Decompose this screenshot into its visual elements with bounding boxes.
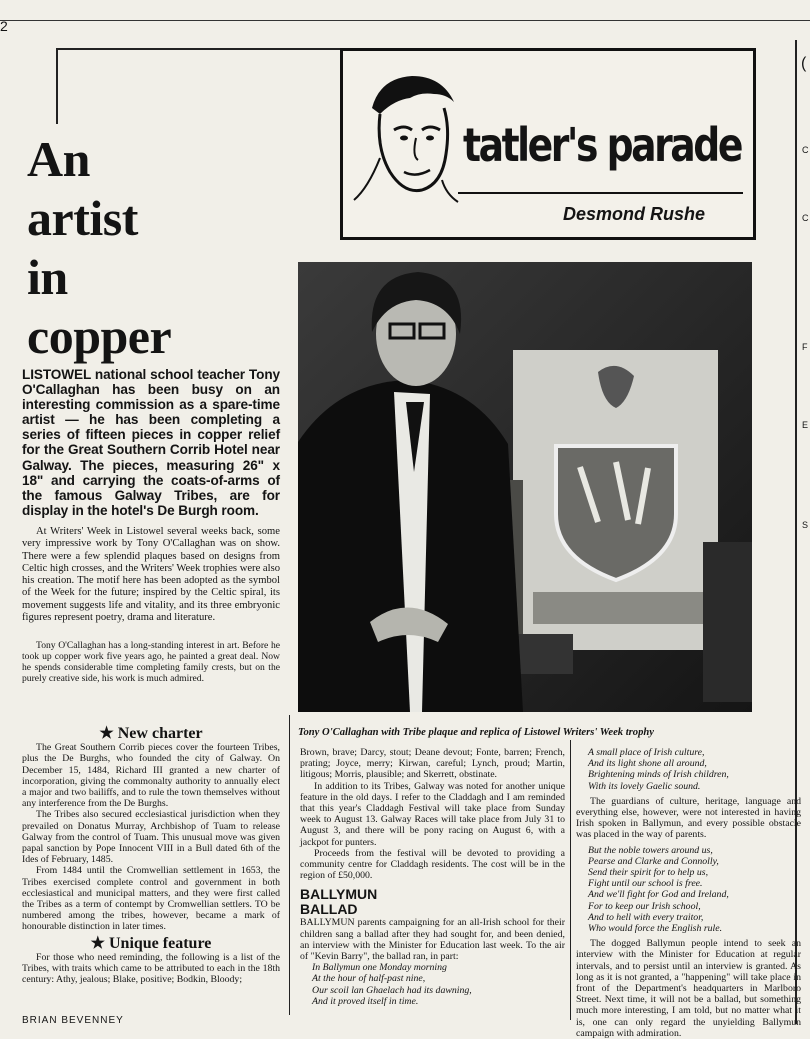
ballad-verse: [576, 747, 801, 792]
ballad-verse: [300, 962, 565, 1007]
verse-line: Our scoil lan Ghaelach had its dawning,: [312, 984, 472, 996]
body-paragraph: For those who need reminding, the following is a list of the Tribes, with traits which came to be attributed to each in the 18th century: Athy, jealous; Blake, positive; Bodkin, Bloody;: [22, 951, 280, 986]
verse-line: At the hour of half-past nine,: [312, 973, 426, 985]
article-photo: [298, 262, 752, 712]
verse-line: For to keep our Irish school,: [588, 900, 701, 912]
masthead-rule: [458, 192, 743, 194]
body-paragraph: The dogged Ballymun people intend to seek an interview with the Minister for Education at regular intervals, and to persist until an interview is granted. As long as it is not granted, a "happening" will take place in front of the Department's headquarters in Marlboro Street. Next time, it will not be a ballad, but something much more interesting, I am told, but no matter what it is, one can only regard the unyielding Ballymun campaign with admiration.: [576, 938, 801, 1039]
body-paragraph: In addition to its Tribes, Galway was noted for another unique feature in the old days. I refer to the Claddagh and I am reminded that this year's Claddagh Festival will take place from Sunday week to August 13. Galway Races will take place from July 31 to August 3, and there will be pony racing on August 6, with a jackpot for punters.: [300, 780, 565, 848]
verse-line: In Ballymun one Monday morning: [312, 962, 447, 974]
headline-line: in: [27, 249, 68, 305]
columnist-caricature-icon: [350, 68, 462, 208]
ballad-heading: BALLAD: [300, 901, 358, 918]
body-paragraph: At Writers' Week in Listowel several weeks back, some very impressive work by Tony O'Callaghan was on show. There were a few splendid plaques based on designs from Celtic high crosses, and the Writers' Week trophies were also his creation. The motif here has been adopted as the symbol of the Week for the future; inspired by the Celtic spiral, its movement suggests life and vitality, and its three embryonic figures represent poetry, drama and literature.: [22, 526, 280, 624]
body-paragraph: Proceeds from the festival will be devoted to providing a community centre for Claddagh residents. The cost will be in the region of £50,000.: [300, 847, 565, 882]
article-column-3: [576, 747, 801, 1039]
article-headline: [27, 130, 277, 366]
verse-line: And its light shone all around,: [588, 758, 707, 770]
verse-line: And we'll fight for God and Ireland,: [588, 889, 729, 901]
ballad-heading: BALLYMUN: [300, 886, 378, 903]
body-paragraph: The Tribes also secured ecclesiastical jurisdiction when they prevailed on Donatus Murray, Archbishop of Tuam to release Galway from the control of Tuam. This unusual move was given papal sanction by Pope Innocent VIII in a Bull dated 6th of the Ides of February, 1485.: [22, 809, 280, 866]
article-body: [22, 640, 280, 684]
article-column-2: [300, 747, 565, 1007]
headline-line: artist: [27, 190, 138, 246]
body-paragraph: The guardians of culture, heritage, language and everything else, however, were not interested in having Irish spoken in Ballymun, and every possible obstacle was placed in the way of parents.: [576, 795, 801, 841]
verse-line: And it proved itself in time.: [312, 995, 419, 1007]
top-rule: [0, 20, 810, 21]
column-rule-2: [570, 740, 571, 1020]
next-article-cutoff: BRIAN BEVENNEY: [22, 1015, 124, 1026]
verse-line: Pearse and Clarke and Connolly,: [588, 855, 719, 867]
margin-letter: (: [801, 55, 807, 72]
section-new-charter: [22, 725, 280, 986]
margin-letter: E: [802, 420, 809, 430]
column-rule-left: [56, 48, 58, 124]
section-heading: ★ New charter: [99, 725, 203, 742]
margin-letter: C: [802, 145, 809, 155]
body-paragraph: Brown, brave; Darcy, stout; Deane devout; Fonte, barren; French, prating; Joyce, merry; Kirwan, careful; Lynch, proud; Martin, litigous; Morris, plausible; and Skerrett, obstinate.: [300, 747, 565, 781]
margin-letter: F: [802, 342, 808, 352]
column-title: tatler's parade: [463, 118, 741, 172]
article-body: [22, 526, 280, 624]
header-rule: [56, 48, 346, 50]
margin-letter: C: [802, 213, 809, 223]
column-rule-1: [289, 715, 290, 1015]
article-lead: LISTOWEL national school teacher Tony O'Callaghan has been busy on an interesting commission as a spare-time artist — he has been completing a series of fifteen pieces in copper relief for the Great Southern Corrib Hotel near Galway. The pieces, measuring 26" x 18" and carrying the coats-of-arms of the famous Galway Tribes, are for display in the hotel's De Burgh room.: [22, 367, 280, 518]
body-paragraph: The Great Southern Corrib pieces cover the fourteen Tribes, plus the De Burghs, who founded the city of Galway. On December 15, 1484, Richard III granted a new charter of incorporation, giving the commonalty authority to annually elect a major and two bailiffs, and to rule the town themselves without any interference from the De Burghs.: [22, 742, 280, 810]
body-paragraph: From 1484 until the Cromwellian settlement in 1653, the Tribes exercised complete control and government in both ecclesiastical and municipal matters, and they were first called the Tribes as a term of contempt by Cromwellian settlers. TO be numbered among the tribes, however, became a mark of honourable distinction in later times.: [22, 865, 280, 933]
corner-page-mark: 2: [0, 18, 8, 34]
artist-with-plaque-photo: [298, 262, 752, 712]
photo-caption: Tony O'Callaghan with Tribe plaque and replica of Listowel Writers' Week trophy: [298, 727, 654, 738]
verse-line: With its lovely Gaelic sound.: [588, 780, 701, 792]
verse-line: A small place of Irish culture,: [588, 747, 705, 758]
verse-line: Who would force the English rule.: [588, 923, 723, 935]
section-heading: ★ Unique feature: [90, 934, 212, 952]
body-paragraph: Tony O'Callaghan has a long-standing interest in art. Before he took up copper work five years ago, he painted a great deal. Now he spends considerable time completing family crests, but on the purely creative side, his work is much admired.: [22, 640, 280, 684]
ballad-verse: [576, 845, 801, 935]
verse-line: Send their spirit for to help us,: [588, 867, 709, 879]
column-author: Desmond Rushe: [563, 204, 706, 224]
headline-line: An: [27, 131, 90, 187]
body-paragraph: BALLYMUN parents campaigning for an all-Irish school for their children sang a ballad after they had sought for, and been denied, an interview with the Minister for Education last week. To the air of "Kevin Barry", the ballad ran, in part:: [300, 917, 565, 963]
headline-line: copper: [27, 308, 172, 364]
margin-letter: S: [802, 520, 809, 530]
verse-line: But the noble towers around us,: [588, 844, 713, 856]
verse-line: Fight until our school is free.: [588, 878, 703, 890]
verse-line: And to hell with every traitor,: [588, 911, 704, 923]
verse-line: Brightening minds of Irish children,: [588, 769, 729, 781]
